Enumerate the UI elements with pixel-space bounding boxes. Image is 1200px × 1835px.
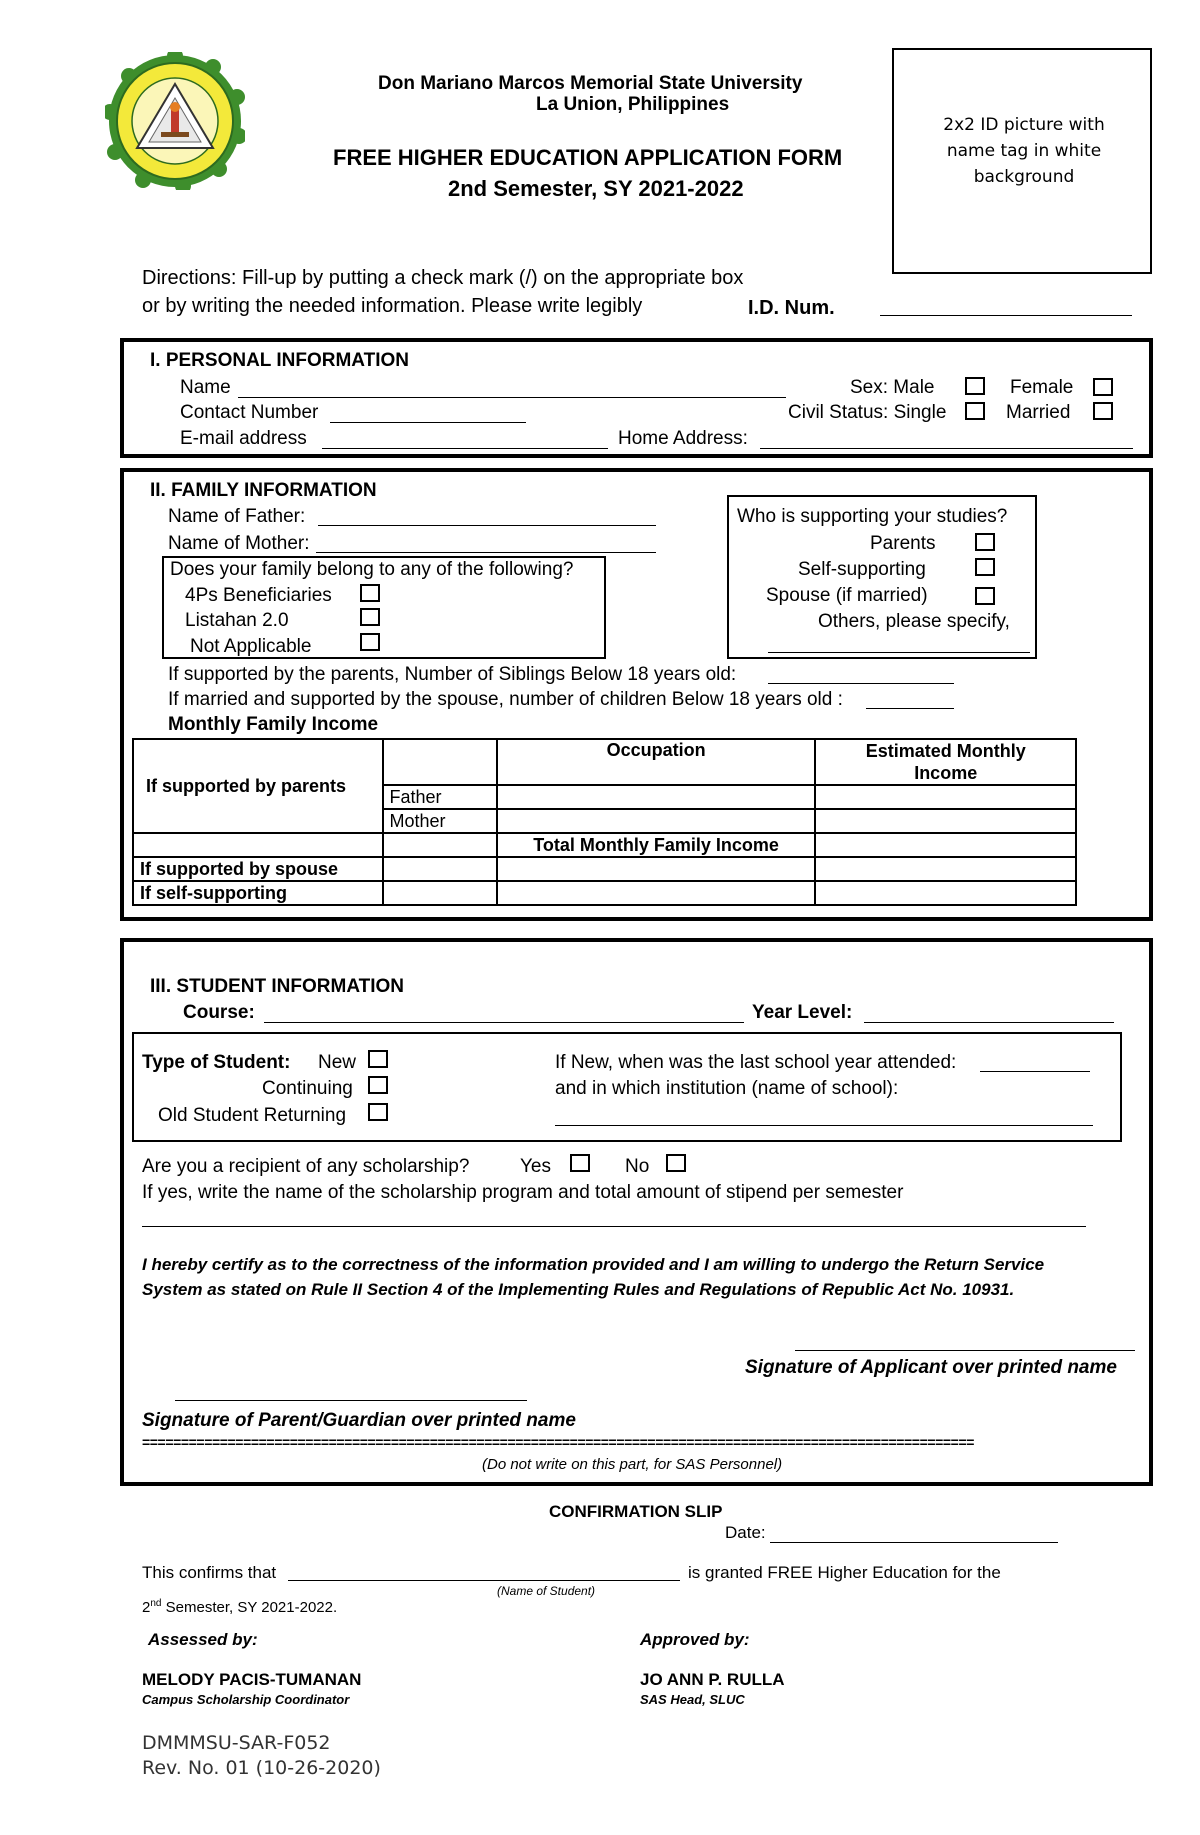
student-heading: III. STUDENT INFORMATION: [150, 976, 405, 997]
total-income-label: Total Monthly Family Income: [497, 833, 816, 857]
name-label: Name: [180, 377, 231, 398]
name-field[interactable]: [238, 397, 786, 398]
student-info-section: [120, 938, 1153, 1486]
father-occupation-cell[interactable]: [497, 785, 816, 809]
scholarship-no-checkbox[interactable]: [666, 1154, 686, 1172]
female-checkbox[interactable]: [1093, 378, 1113, 396]
assessed-by-label: Assessed by:: [148, 1630, 258, 1649]
continuing-checkbox[interactable]: [368, 1076, 388, 1094]
email-label: E-mail address: [180, 428, 307, 449]
mother-name-label: Name of Mother:: [168, 533, 310, 554]
year-level-field[interactable]: [864, 1022, 1114, 1023]
income-table: [132, 738, 1077, 906]
new-checkbox[interactable]: [368, 1050, 388, 1068]
father-income-cell[interactable]: [815, 785, 1076, 809]
sas-note: (Do not write on this part, for SAS Personnel): [482, 1456, 783, 1473]
family-heading: II. FAMILY INFORMATION: [150, 480, 377, 501]
course-field[interactable]: [264, 1022, 744, 1023]
married-checkbox[interactable]: [1093, 402, 1113, 420]
confirms-label: This confirms that: [142, 1563, 277, 1582]
personal-heading: I. PERSONAL INFORMATION: [150, 350, 409, 371]
new-label: New: [318, 1052, 357, 1073]
income-heading: Monthly Family Income: [168, 714, 379, 735]
semester-suffix: nd: [150, 1598, 162, 1609]
row-mother: Mother: [383, 809, 497, 833]
mother-occupation-cell[interactable]: [497, 809, 816, 833]
no-label: No: [625, 1156, 650, 1177]
assessor-name: MELODY PACIS-TUMANAN: [142, 1670, 362, 1689]
yes-label: Yes: [520, 1156, 551, 1177]
id-num-field[interactable]: [880, 315, 1132, 316]
form-code: DMMMSU-SAR-F052: [142, 1732, 331, 1754]
revision-number: Rev. No. 01 (10-26-2020): [142, 1757, 381, 1779]
col-occupation: Occupation: [497, 739, 816, 785]
belong-question: Does your family belong to any of the following?: [170, 559, 574, 580]
contact-label: Contact Number: [180, 402, 319, 423]
children-label: If married and supported by the spouse, number of children Below 18 years old :: [168, 689, 843, 710]
spouse-occupation-cell[interactable]: [497, 857, 816, 881]
listahan-checkbox[interactable]: [360, 608, 380, 626]
scholarship-detail-label: If yes, write the name of the scholarship program and total amount of stipend per semester: [142, 1182, 904, 1203]
approver-name: JO ANN P. RULLA: [640, 1670, 785, 1689]
university-location: La Union, Philippines: [536, 94, 730, 115]
date-label: Date:: [725, 1523, 766, 1542]
scholarship-question: Are you a recipient of any scholarship?: [142, 1156, 470, 1177]
scholarship-detail-field[interactable]: [142, 1226, 1086, 1227]
mother-income-cell[interactable]: [815, 809, 1076, 833]
belong-opt-4ps: 4Ps Beneficiaries: [185, 585, 332, 606]
mother-name-field[interactable]: [316, 552, 656, 553]
applicant-signature-label: Signature of Applicant over printed name: [745, 1357, 1117, 1378]
total-income-cell[interactable]: [815, 833, 1076, 857]
not-applicable-checkbox[interactable]: [360, 633, 380, 651]
self-occupation-cell[interactable]: [497, 881, 816, 905]
self-income-cell[interactable]: [815, 881, 1076, 905]
self-supporting-checkbox[interactable]: [975, 558, 995, 576]
student-name-field[interactable]: [288, 1580, 680, 1581]
sex-male-label: Sex: Male: [850, 377, 935, 398]
siblings-label: If supported by the parents, Number of Siblings Below 18 years old:: [168, 664, 737, 685]
civil-single-label: Civil Status: Single: [788, 402, 947, 423]
confirmation-heading: CONFIRMATION SLIP: [549, 1502, 723, 1521]
spouse-checkbox[interactable]: [975, 587, 995, 605]
email-field[interactable]: [322, 448, 608, 449]
name-caption: (Name of Student): [497, 1584, 596, 1598]
granted-text: is granted FREE Higher Education for the: [688, 1563, 1001, 1582]
old-student-label: Old Student Returning: [158, 1105, 347, 1126]
directions-line1: Directions: Fill-up by putting a check mark (/) on the appropriate box: [142, 267, 744, 289]
home-address-field[interactable]: [760, 448, 1133, 449]
semester-title: 2nd Semester, SY 2021-2022: [448, 176, 744, 201]
if-new-label: If New, when was the last school year attended:: [555, 1052, 957, 1073]
university-seal-logo: [105, 52, 245, 190]
form-title: FREE HIGHER EDUCATION APPLICATION FORM: [333, 145, 843, 170]
row-label-parents: If supported by parents: [133, 739, 383, 833]
row-father: Father: [383, 785, 497, 809]
approver-title: SAS Head, SLUC: [640, 1692, 745, 1707]
support-other-label: Others, please specify,: [818, 611, 1010, 632]
father-name-field[interactable]: [318, 525, 656, 526]
belong-opt-listahan: Listahan 2.0: [185, 610, 289, 631]
id-num-label: I.D. Num.: [748, 297, 835, 319]
home-address-label: Home Address:: [618, 428, 748, 449]
directions-line2: or by writing the needed information. Please write legibly: [142, 295, 643, 317]
institution-field[interactable]: [555, 1125, 1093, 1126]
siblings-field[interactable]: [768, 683, 954, 684]
father-name-label: Name of Father:: [168, 506, 306, 527]
row-label-self: If self-supporting: [133, 881, 383, 905]
student-type-label: Type of Student:: [142, 1052, 291, 1073]
certification-text: I hereby certify as to the correctness of the information provided and I am willing to undergo the Return Service System as stated on Rule II Section 4 of the Implementing Rules and Regulations of Republic Act No. 10931.: [142, 1255, 1045, 1299]
semester-rest: Semester, SY 2021-2022.: [161, 1599, 338, 1616]
course-label: Course:: [183, 1002, 255, 1023]
spouse-income-cell[interactable]: [815, 857, 1076, 881]
support-other-field[interactable]: [768, 652, 1030, 653]
year-level-label: Year Level:: [752, 1002, 853, 1023]
parent-signature-line[interactable]: [175, 1400, 527, 1401]
children-field[interactable]: [866, 708, 954, 709]
belong-opt-na: Not Applicable: [190, 636, 312, 657]
semester-line: [142, 1598, 337, 1616]
col-estimated-income: Estimated Monthly Income: [815, 739, 1076, 785]
assessor-title: Campus Scholarship Coordinator: [142, 1692, 350, 1707]
male-checkbox[interactable]: [965, 377, 985, 395]
applicant-signature-line[interactable]: [795, 1350, 1135, 1351]
approved-by-label: Approved by:: [640, 1630, 750, 1649]
single-checkbox[interactable]: [965, 402, 985, 420]
continuing-label: Continuing: [262, 1078, 353, 1099]
support-opt-parents: Parents: [870, 533, 936, 554]
semester-number: 2: [142, 1599, 151, 1616]
university-name: Don Mariano Marcos Memorial State University: [378, 73, 803, 94]
photo-box-text: 2x2 ID picture with name tag in white background: [943, 115, 1105, 187]
married-label: Married: [1006, 402, 1071, 423]
contact-field[interactable]: [330, 422, 526, 423]
old-student-checkbox[interactable]: [368, 1103, 388, 1121]
support-question: Who is supporting your studies?: [737, 506, 1008, 527]
female-label: Female: [1010, 377, 1074, 398]
4ps-checkbox[interactable]: [360, 584, 380, 602]
institution-label: and in which institution (name of school):: [555, 1078, 899, 1099]
row-label-spouse: If supported by spouse: [133, 857, 383, 881]
separator-line: ===========================================================================================================: [142, 1434, 975, 1450]
support-opt-self: Self-supporting: [798, 559, 926, 580]
scholarship-yes-checkbox[interactable]: [570, 1154, 590, 1172]
parent-signature-label: Signature of Parent/Guardian over printed name: [142, 1410, 576, 1431]
support-opt-spouse: Spouse (if married): [766, 585, 928, 606]
last-school-year-field[interactable]: [980, 1071, 1090, 1072]
photo-box[interactable]: [892, 48, 1152, 274]
parents-checkbox[interactable]: [975, 533, 995, 551]
date-field[interactable]: [770, 1542, 1058, 1543]
